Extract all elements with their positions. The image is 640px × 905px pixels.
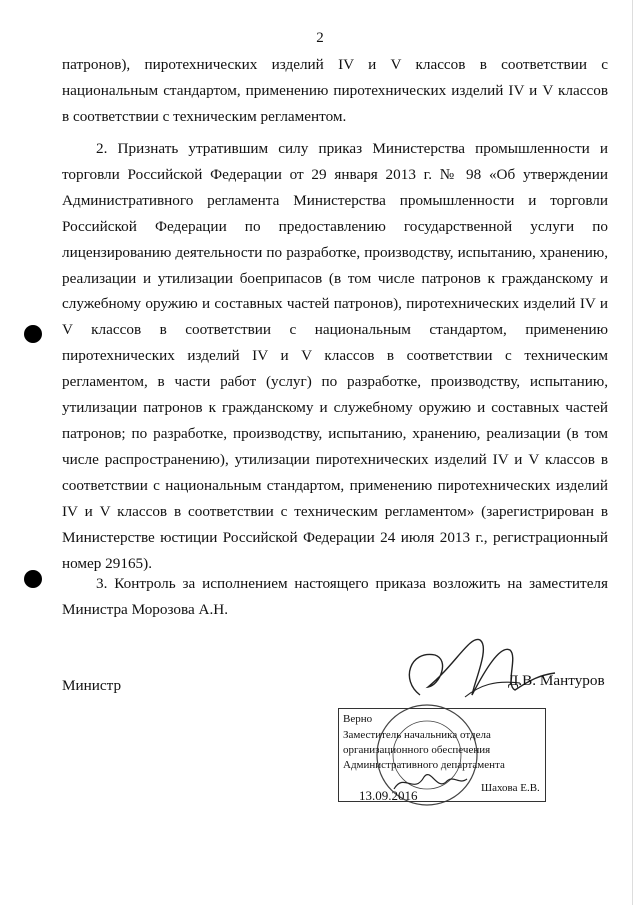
paragraph-item-3: 3. Контроль за исполнением настоящего приказа возложить на заместителя Министра Морозова А.Н. <box>62 575 608 618</box>
paragraph-continuation: патронов), пиротехнических изделий IV и V классов в соответствии с национальным стандартом, применению пиротехнических изделий IV и V классов в соответствии с техническим регламентом. <box>62 56 608 125</box>
punch-hole <box>24 570 42 588</box>
stamp-signer: Шахова Е.В. <box>481 782 540 794</box>
punch-hole <box>24 325 42 343</box>
page-edge-line <box>632 0 633 905</box>
signatory-name: Д.В. Мантуров <box>508 672 605 689</box>
page-number: 2 <box>316 30 324 46</box>
stamp-signature <box>389 767 469 797</box>
stamp-date: 13.09.2016 <box>359 788 418 803</box>
stamp-line: Административного департамента <box>343 759 505 771</box>
certification-stamp <box>338 708 546 802</box>
paragraph-item-2: 2. Признать утратившим силу приказ Министерства промышленности и торговли Российской Федерации от 29 января 2013 г. № 98 «Об утверждении Административного регламента Министерства промышленности и торговли Российской Федерации по предоставлению государственной услуги по лицензированию деятельности по разработке, производству, испытанию, хранению, реализации и утилизации боеприпасов (в том числе патронов к гражданскому и служебному оружию и составных частей патронов), пиротехнических изделий IV и V классов в соответствии с национальным стандартом, применению пиротехнических изделий IV и V классов в соответствии с техническим регламентом, в части работ (услуг) по разработке, производству, испытанию, утилизации патронов к гражданскому и служебному оружию и составных частей патронов; по разработке, производству, испытанию, хранению, реализации (в том числе распространению), утилизации пиротехнических изделий IV и V классов в соответствии с национальным стандартом, применению пиротехнических изделий IV и V классов в соответствии с техническим регламентом» (зарегистрирован в Министерстве юстиции Российской Федерации 24 июля 2013 г., регистрационный номер 29165). <box>62 140 608 572</box>
signatory-title: Министр <box>62 677 122 694</box>
stamp-line: Заместитель начальника отдела <box>343 729 491 741</box>
stamp-line: организационного обеспечения <box>343 744 491 756</box>
stamp-line: Верно <box>343 713 373 725</box>
